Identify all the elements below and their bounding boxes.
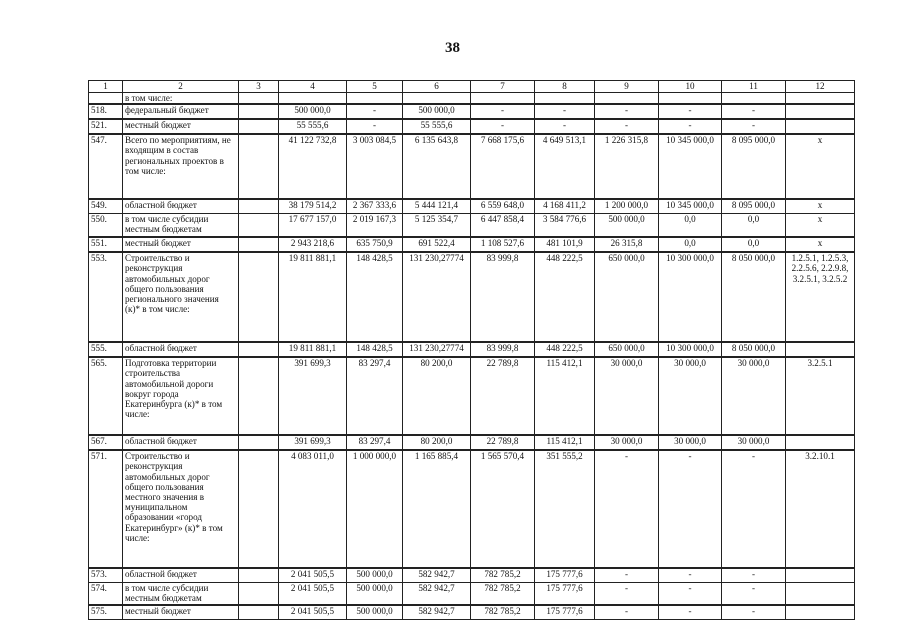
value-cell: 41 122 732,8 (279, 134, 347, 199)
value-cell: 500 000,0 (403, 104, 471, 119)
row-name-cell: областной бюджет (123, 199, 239, 214)
value-cell: 782 785,2 (471, 568, 535, 583)
value-cell: 30 000,0 (595, 357, 659, 435)
value-cell: - (347, 104, 403, 119)
value-cell: 500 000,0 (347, 583, 403, 605)
target-code-cell (786, 605, 855, 620)
value-cell: 2 943 218,6 (279, 237, 347, 252)
row-number-cell: 549. (89, 199, 123, 214)
table-row (89, 252, 855, 342)
header-cell: 9 (595, 81, 659, 93)
value-cell: 83 999,8 (471, 252, 535, 342)
header-cell: 10 (659, 81, 722, 93)
value-cell: 30 000,0 (659, 435, 722, 450)
row-name-cell: Строительство и реконструкция автомобильных дорог общего пользования местного значения в муниципальном образовании «город Екатеринбург» (к)* в том числе: (123, 450, 239, 568)
header-cell: 4 (279, 81, 347, 93)
value-cell: 148 428,5 (347, 252, 403, 342)
value-cell: 19 811 881,1 (279, 252, 347, 342)
value-cell (239, 252, 279, 342)
target-code-cell (786, 93, 855, 105)
row-name-cell: в том числе субсидии местным бюджетам (123, 583, 239, 605)
target-code-cell: 3.2.5.1 (786, 357, 855, 435)
value-cell: 26 315,8 (595, 237, 659, 252)
value-cell: 782 785,2 (471, 605, 535, 620)
value-cell: 55 555,6 (403, 119, 471, 134)
target-code-cell: x (786, 237, 855, 252)
value-cell: - (535, 104, 595, 119)
value-cell: 448 222,5 (535, 342, 595, 357)
value-cell: 650 000,0 (595, 252, 659, 342)
value-cell: - (659, 450, 722, 568)
value-cell: 4 649 513,1 (535, 134, 595, 199)
value-cell: 3 003 084,5 (347, 134, 403, 199)
value-cell: 2 367 333,6 (347, 199, 403, 214)
row-number-cell: 565. (89, 357, 123, 435)
value-cell: 175 777,6 (535, 605, 595, 620)
value-cell: - (471, 104, 535, 119)
value-cell: 55 555,6 (279, 119, 347, 134)
target-code-cell: x (786, 199, 855, 214)
value-cell: 131 230,27774 (403, 342, 471, 357)
target-code-cell: x (786, 134, 855, 199)
value-cell: 1 226 315,8 (595, 134, 659, 199)
value-cell: 691 522,4 (403, 237, 471, 252)
row-number-cell: 567. (89, 435, 123, 450)
value-cell: 2 041 505,5 (279, 605, 347, 620)
header-cell: 1 (89, 81, 123, 93)
row-number-cell: 571. (89, 450, 123, 568)
value-cell: 1 200 000,0 (595, 199, 659, 214)
value-cell: 448 222,5 (535, 252, 595, 342)
value-cell: 500 000,0 (347, 605, 403, 620)
target-code-cell (786, 104, 855, 119)
value-cell: 30 000,0 (722, 435, 786, 450)
value-cell: 582 942,7 (403, 568, 471, 583)
value-cell: 83 297,4 (347, 357, 403, 435)
value-cell: 5 444 121,4 (403, 199, 471, 214)
table-row (89, 450, 855, 568)
value-cell: 351 555,2 (535, 450, 595, 568)
table-row (89, 357, 855, 435)
value-cell: - (347, 119, 403, 134)
value-cell: 782 785,2 (471, 583, 535, 605)
row-number-cell: 521. (89, 119, 123, 134)
value-cell: 30 000,0 (595, 435, 659, 450)
row-name-cell: местный бюджет (123, 605, 239, 620)
row-number-cell: 550. (89, 214, 123, 238)
value-cell: 3 584 776,6 (535, 214, 595, 238)
value-cell: 582 942,7 (403, 605, 471, 620)
value-cell (239, 568, 279, 583)
value-cell: 38 179 514,2 (279, 199, 347, 214)
value-cell: 80 200,0 (403, 357, 471, 435)
value-cell: - (471, 119, 535, 134)
value-cell: 10 345 000,0 (659, 134, 722, 199)
row-name-cell: областной бюджет (123, 568, 239, 583)
table-row (89, 605, 855, 620)
header-cell: 12 (786, 81, 855, 93)
value-cell: 0,0 (722, 214, 786, 238)
value-cell: - (722, 568, 786, 583)
value-cell (239, 104, 279, 119)
value-cell: - (659, 104, 722, 119)
value-cell: - (659, 119, 722, 134)
value-cell: 635 750,9 (347, 237, 403, 252)
table-row (89, 93, 855, 105)
budget-table (88, 80, 855, 620)
value-cell: - (659, 583, 722, 605)
value-cell (535, 93, 595, 105)
value-cell (239, 237, 279, 252)
value-cell: 6 447 858,4 (471, 214, 535, 238)
table-row (89, 237, 855, 252)
row-number-cell: 575. (89, 605, 123, 620)
row-name-cell: областной бюджет (123, 435, 239, 450)
row-number-cell: 547. (89, 134, 123, 199)
row-name-cell: Всего по мероприятиям, не входящим в состав региональных проектов в том числе: (123, 134, 239, 199)
header-cell: 7 (471, 81, 535, 93)
value-cell: - (595, 119, 659, 134)
value-cell: 0,0 (659, 214, 722, 238)
value-cell: - (659, 568, 722, 583)
value-cell: 8 095 000,0 (722, 199, 786, 214)
value-cell (239, 583, 279, 605)
value-cell (239, 342, 279, 357)
value-cell: 2 041 505,5 (279, 568, 347, 583)
value-cell (239, 450, 279, 568)
row-name-cell: Подготовка территории строительства автомобильной дороги вокруг города Екатеринбурга (к)* в том числе: (123, 357, 239, 435)
value-cell: 0,0 (659, 237, 722, 252)
table-row (89, 342, 855, 357)
value-cell: - (535, 119, 595, 134)
target-code-cell (786, 119, 855, 134)
value-cell: 8 050 000,0 (722, 342, 786, 357)
value-cell: 10 300 000,0 (659, 342, 722, 357)
row-number-cell: 518. (89, 104, 123, 119)
header-cell: 11 (722, 81, 786, 93)
row-name-cell: в том числе субсидии местным бюджетам (123, 214, 239, 238)
value-cell: - (595, 104, 659, 119)
header-cell: 8 (535, 81, 595, 93)
value-cell: 10 345 000,0 (659, 199, 722, 214)
value-cell (239, 605, 279, 620)
value-cell: - (722, 450, 786, 568)
value-cell (239, 435, 279, 450)
value-cell: 481 101,9 (535, 237, 595, 252)
table-row (89, 214, 855, 238)
value-cell: 10 300 000,0 (659, 252, 722, 342)
value-cell: 1 165 885,4 (403, 450, 471, 568)
row-number-cell: 551. (89, 237, 123, 252)
value-cell (239, 93, 279, 105)
value-cell (659, 93, 722, 105)
value-cell: 2 041 505,5 (279, 583, 347, 605)
value-cell: 22 789,8 (471, 435, 535, 450)
target-code-cell: 1.2.5.1, 1.2.5.3, 2.2.5.6, 2.2.9.8, 3.2.5.1, 3.2.5.2 (786, 252, 855, 342)
value-cell: - (595, 605, 659, 620)
table-row (89, 568, 855, 583)
value-cell: - (722, 104, 786, 119)
value-cell: 650 000,0 (595, 342, 659, 357)
header-cell: 3 (239, 81, 279, 93)
row-name-cell: федеральный бюджет (123, 104, 239, 119)
row-number-cell: 555. (89, 342, 123, 357)
page-number: 38 (445, 40, 460, 56)
value-cell: - (722, 605, 786, 620)
value-cell: 582 942,7 (403, 583, 471, 605)
value-cell: 7 668 175,6 (471, 134, 535, 199)
value-cell (595, 93, 659, 105)
value-cell (239, 199, 279, 214)
value-cell: 30 000,0 (659, 357, 722, 435)
table-row (89, 435, 855, 450)
value-cell: 4 168 411,2 (535, 199, 595, 214)
value-cell: 83 297,4 (347, 435, 403, 450)
target-code-cell (786, 342, 855, 357)
row-name-cell: в том числе: (123, 93, 239, 105)
target-code-cell (786, 583, 855, 605)
value-cell: 148 428,5 (347, 342, 403, 357)
value-cell: 115 412,1 (535, 435, 595, 450)
value-cell: - (659, 605, 722, 620)
header-cell: 5 (347, 81, 403, 93)
value-cell: 6 135 643,8 (403, 134, 471, 199)
target-code-cell: x (786, 214, 855, 238)
table-row (89, 104, 855, 119)
value-cell: 17 677 157,0 (279, 214, 347, 238)
value-cell: - (595, 583, 659, 605)
row-name-cell: Строительство и реконструкция автомобильных дорог общего пользования регионального значения (к)* в том числе: (123, 252, 239, 342)
value-cell (471, 93, 535, 105)
row-number-cell: 574. (89, 583, 123, 605)
value-cell: 500 000,0 (595, 214, 659, 238)
header-cell: 6 (403, 81, 471, 93)
value-cell: 131 230,27774 (403, 252, 471, 342)
row-name-cell: областной бюджет (123, 342, 239, 357)
value-cell (239, 134, 279, 199)
header-cell: 2 (123, 81, 239, 93)
target-code-cell (786, 435, 855, 450)
row-name-cell: местный бюджет (123, 237, 239, 252)
value-cell: 1 108 527,6 (471, 237, 535, 252)
value-cell: 115 412,1 (535, 357, 595, 435)
value-cell: 2 019 167,3 (347, 214, 403, 238)
value-cell: 175 777,6 (535, 568, 595, 583)
value-cell: 0,0 (722, 237, 786, 252)
table-row (89, 119, 855, 134)
value-cell: - (595, 450, 659, 568)
value-cell: 500 000,0 (347, 568, 403, 583)
value-cell: 175 777,6 (535, 583, 595, 605)
value-cell: - (722, 583, 786, 605)
value-cell (403, 93, 471, 105)
value-cell: 5 125 354,7 (403, 214, 471, 238)
value-cell: - (595, 568, 659, 583)
value-cell (279, 93, 347, 105)
value-cell: 19 811 881,1 (279, 342, 347, 357)
value-cell: 391 699,3 (279, 435, 347, 450)
row-number-cell (89, 93, 123, 105)
value-cell (347, 93, 403, 105)
table-row (89, 134, 855, 199)
value-cell (722, 93, 786, 105)
value-cell (239, 119, 279, 134)
value-cell: 1 565 570,4 (471, 450, 535, 568)
value-cell: 80 200,0 (403, 435, 471, 450)
value-cell (239, 214, 279, 238)
row-number-cell: 553. (89, 252, 123, 342)
value-cell: 83 999,8 (471, 342, 535, 357)
row-number-cell: 573. (89, 568, 123, 583)
value-cell (239, 357, 279, 435)
value-cell: 391 699,3 (279, 357, 347, 435)
value-cell: 500 000,0 (279, 104, 347, 119)
row-name-cell: местный бюджет (123, 119, 239, 134)
value-cell: - (722, 119, 786, 134)
value-cell: 22 789,8 (471, 357, 535, 435)
value-cell: 8 050 000,0 (722, 252, 786, 342)
value-cell: 4 083 011,0 (279, 450, 347, 568)
value-cell: 1 000 000,0 (347, 450, 403, 568)
table-header-row (89, 81, 855, 93)
value-cell: 30 000,0 (722, 357, 786, 435)
table-row (89, 199, 855, 214)
target-code-cell (786, 568, 855, 583)
target-code-cell: 3.2.10.1 (786, 450, 855, 568)
value-cell: 8 095 000,0 (722, 134, 786, 199)
table-row (89, 583, 855, 605)
value-cell: 6 559 648,0 (471, 199, 535, 214)
